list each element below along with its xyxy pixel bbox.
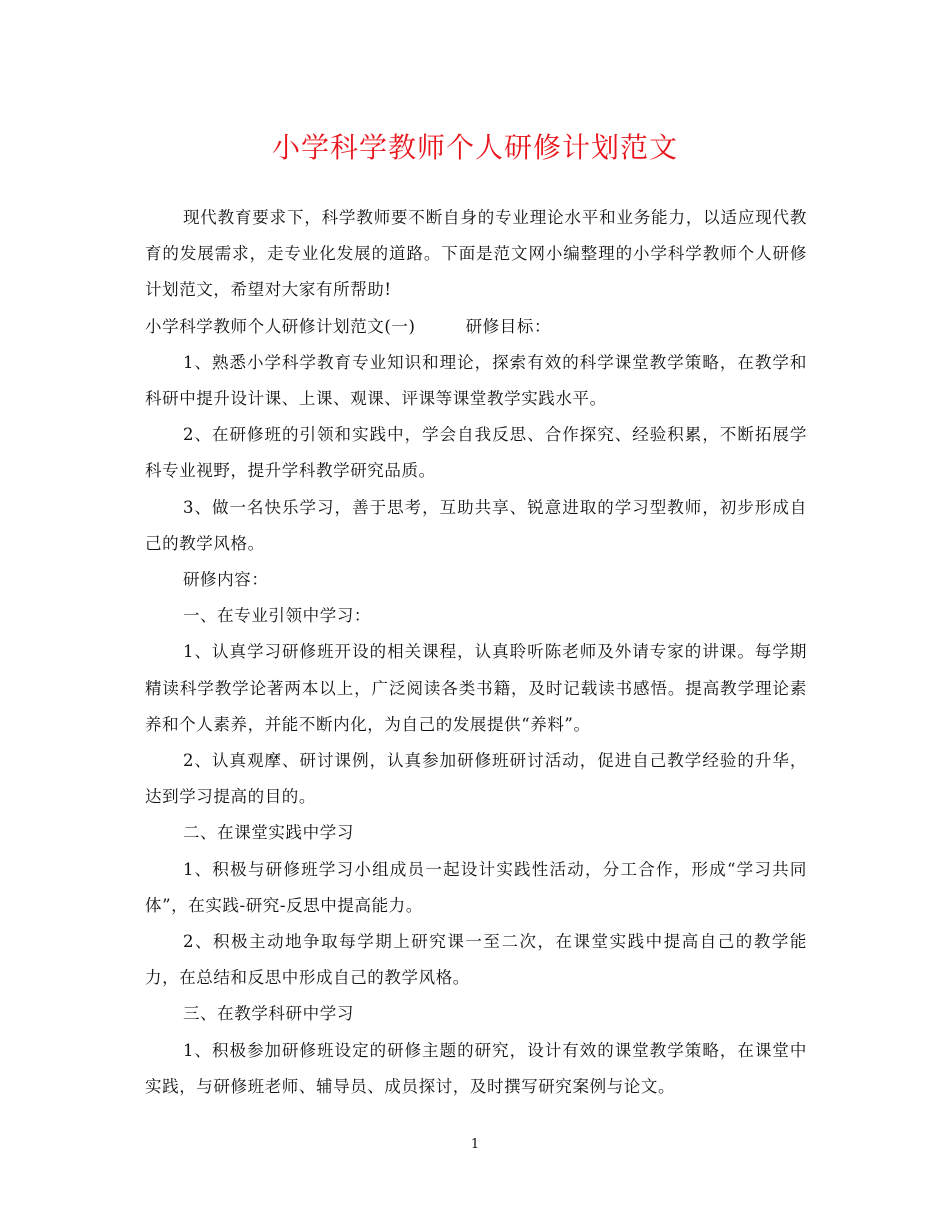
part3-heading: 三、在教学科研中学习 <box>182 1004 354 1024</box>
goal-item: 3、做一名快乐学习，善于思考，互助共享、锐意进取的学习型教师，初步形成自己的教学风格。 <box>145 497 807 553</box>
goal-item: 2、在研修班的引领和实践中，学会自我反思、合作探究、经验积累，不断拓展学科专业视野，提升学科教学研究品质。 <box>145 425 807 481</box>
part1-item: 2、认真观摩、研讨课例，认真参加研修班研讨活动，促进自己教学经验的升华，达到学习提高的目的。 <box>145 751 807 807</box>
content-heading: 研修内容： <box>182 570 269 590</box>
section-heading: 小学科学教师个人研修计划范文(一) <box>145 316 416 336</box>
part1-item: 1、认真学习研修班开设的相关课程，认真聆听陈老师及外请专家的讲课。每学期精读科学教学论著两本以上，广泛阅读各类书籍，及时记载读书感悟。提高教学理论素养和个人素养，并能不断内化，为自己的发展提供“养料”。 <box>145 642 807 734</box>
intro-paragraph: 现代教育要求下，科学教师要不断自身的专业理论水平和业务能力，以适应现代教育的发展需求，走专业化发展的道路。下面是范文网小编整理的小学科学教师个人研修计划范文，希望对大家有所帮助! <box>145 208 807 300</box>
goal-heading: 研修目标： <box>465 316 552 336</box>
section-heading-line <box>145 309 807 345</box>
part1-heading: 一、在专业引领中学习： <box>182 606 372 626</box>
page-number: 1 <box>470 1137 480 1152</box>
document-body <box>145 200 807 1105</box>
part2-item: 1、积极与研修班学习小组成员一起设计实践性活动，分工合作，形成“学习共同体”，在实践-研究-反思中提高能力。 <box>145 859 807 915</box>
goal-item: 1、熟悉小学科学教育专业知识和理论，探索有效的科学课堂教学策略，在教学和科研中提升设计课、上课、观课、评课等课堂教学实践水平。 <box>145 352 807 409</box>
document-title: 小学科学教师个人研修计划范文 <box>271 131 678 164</box>
part2-heading: 二、在课堂实践中学习 <box>182 823 354 843</box>
part3-item: 1、积极参加研修班设定的研修主题的研究，设计有效的课堂教学策略，在课堂中实践，与研修班老师、辅导员、成员探讨，及时撰写研究案例与论文。 <box>145 1040 807 1096</box>
part2-item: 2、积极主动地争取每学期上研究课一至二次，在课堂实践中提高自己的教学能力，在总结和反思中形成自己的教学风格。 <box>145 932 807 988</box>
